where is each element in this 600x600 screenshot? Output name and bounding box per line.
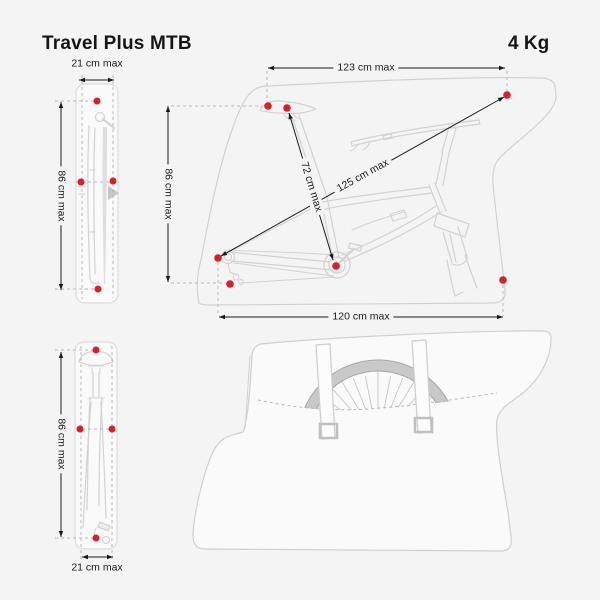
attachment-point-dot	[214, 254, 222, 262]
attachment-point-dot	[93, 535, 100, 542]
attachment-point-dot	[283, 104, 291, 112]
attachment-point-dot	[78, 179, 85, 186]
dim-label-packed-front-width: 21 cm max	[67, 562, 126, 575]
dim-label-packed-side-height: 86 cm max	[55, 166, 68, 225]
dim-label-bag-bottom-length: 120 cm max	[328, 311, 393, 324]
dim-label-packed-side-width: 21 cm max	[67, 58, 126, 71]
dim-label-bag-height: 86 cm max	[162, 164, 175, 223]
dim-label-packed-front-height: 86 cm max	[55, 414, 68, 473]
attachment-point-dot	[77, 426, 84, 433]
attachment-point-dot	[95, 286, 102, 293]
dim-label-saddle-to-crank: 72 cm max	[296, 157, 326, 218]
packed-front-view	[75, 342, 117, 549]
attachment-point-dot	[93, 347, 100, 354]
attachment-point-dot	[499, 276, 507, 284]
packed-front-bag-outline	[75, 342, 117, 549]
attachment-point-dot	[503, 91, 511, 99]
dim-label-diagonal-length: 125 cm max	[331, 155, 394, 198]
product-title: Travel Plus MTB	[42, 33, 192, 54]
packed-side-view	[76, 84, 119, 303]
main-bag-view	[197, 78, 556, 305]
bike-side-drawing	[222, 101, 481, 296]
dim-label-bag-top-length: 123 cm max	[333, 62, 398, 75]
main-bag-outline	[197, 78, 556, 305]
attachment-point-dot	[332, 262, 340, 270]
weight-label: 4 Kg	[508, 33, 550, 54]
attachment-point-dot	[226, 280, 234, 288]
attachment-point-dot	[110, 178, 117, 185]
attachment-point-dot	[109, 426, 116, 433]
rear-bag-view	[193, 331, 551, 551]
attachment-point-dot	[94, 98, 101, 105]
attachment-point-dot	[264, 102, 272, 110]
